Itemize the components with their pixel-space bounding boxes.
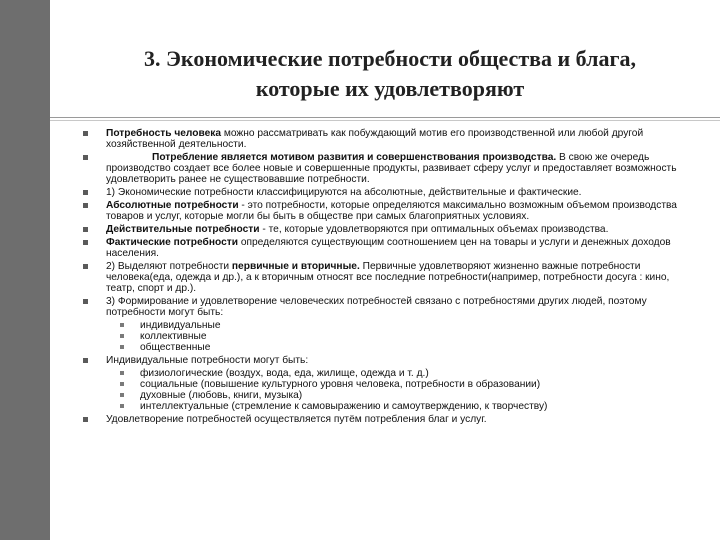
item-bold-text: Потребление является мотивом развития и совершенствования производства. — [152, 152, 557, 163]
sub-item-text: общественные — [140, 342, 211, 353]
square-bullet-icon — [83, 203, 88, 208]
item-text: Первичные удовлетворяют жизненно важные потребности человека(еда, одежда и др.), а к вторичным относят все последние потребности(например, потребности досуга : кино, театр, спорт и др.). — [106, 261, 670, 294]
title-line-2: которые их удовлетворяют — [255, 76, 525, 101]
title-divider-secondary — [50, 120, 720, 121]
slide-left-bar — [0, 0, 50, 540]
list-item — [80, 414, 680, 425]
sub-item-text: коллективные — [140, 331, 207, 342]
sub-item-text: индивидуальные — [140, 320, 221, 331]
square-bullet-icon — [83, 227, 88, 232]
square-bullet-icon — [83, 131, 88, 136]
sub-list-item — [80, 379, 680, 390]
item-text: - это потребности, которые определяются максимально возможным объемом производства товаров и услуг, которые могли бы быть в обществе при самых благоприятных условиях. — [106, 200, 677, 222]
item-bold-text: Действительные потребности — [106, 224, 260, 235]
square-bullet-icon — [120, 323, 124, 327]
sub-item-text: социальные (повышение культурного уровня человека, потребности в образовании) — [140, 379, 541, 390]
sub-item-text: духовные (любовь, книги, музыка) — [140, 390, 303, 401]
slide-title — [60, 44, 720, 104]
square-bullet-icon — [83, 417, 88, 422]
sub-item-text: физиологические (воздух, вода, еда, жилище, одежда и т. д.) — [140, 368, 429, 379]
title-line-1: 3. Экономические потребности общества и блага, — [144, 46, 636, 71]
square-bullet-icon — [83, 358, 88, 363]
list-item — [80, 261, 680, 294]
item-bold-text: Потребность человека — [106, 128, 222, 139]
item-text: Удовлетворение потребностей осуществляется путём потребления благ и услуг. — [106, 414, 487, 425]
list-item — [80, 128, 680, 150]
item-text: определяются существующим соотношением цен на товары и услуги и денежных доходов населения. — [106, 237, 671, 259]
item-text: 3) Формирование и удовлетворение человеческих потребностей связано с потребностями других людей, поэтому потребности могут быть: — [106, 296, 647, 318]
item-text: Индивидуальные потребности могут быть: — [106, 355, 309, 366]
title-divider — [50, 117, 720, 118]
square-bullet-icon — [83, 155, 88, 160]
item-bold-text: Фактические потребности — [106, 237, 238, 248]
list-item — [80, 187, 680, 198]
list-item — [80, 237, 680, 259]
sub-list-item — [80, 390, 680, 401]
sub-list-item — [80, 320, 680, 331]
item-text: можно рассматривать как побуждающий мотив его производственной или любой другой хозяйственной деятельности. — [106, 128, 644, 150]
sub-list-item — [80, 401, 680, 412]
item-text: - те, которые удовлетворяются при оптимальных объемах производства. — [259, 224, 609, 235]
item-bold-text: Абсолютные потребности — [106, 200, 239, 211]
square-bullet-icon — [120, 404, 124, 408]
square-bullet-icon — [120, 382, 124, 386]
square-bullet-icon — [120, 393, 124, 397]
square-bullet-icon — [83, 264, 88, 269]
sub-list-item — [80, 331, 680, 342]
item-text: 2) Выделяют потребности — [106, 261, 232, 272]
sub-list-item — [80, 368, 680, 379]
square-bullet-icon — [83, 240, 88, 245]
list-item — [80, 152, 680, 185]
item-bold-text: первичные и вторичные. — [231, 261, 360, 272]
square-bullet-icon — [120, 345, 124, 349]
square-bullet-icon — [83, 190, 88, 195]
list-item — [80, 200, 680, 222]
bullet-list — [80, 128, 680, 425]
sub-list-item — [80, 342, 680, 353]
list-item — [80, 355, 680, 366]
square-bullet-icon — [120, 371, 124, 375]
list-item — [80, 296, 680, 318]
sub-item-text: интеллектуальные (стремление к самовыражению и самоутверждению, к творчеству) — [140, 401, 548, 412]
list-item — [80, 224, 680, 235]
item-text: В свою же очередь производство создает все более новые и совершенные продукты, развивает сферу услуг и предоставляет возможность удовлетворить ранее не существовавшие потребности. — [106, 152, 677, 185]
item-text: 1) Экономические потребности классифицируются на абсолютные, действительные и фактические. — [106, 187, 582, 198]
square-bullet-icon — [120, 334, 124, 338]
square-bullet-icon — [83, 299, 88, 304]
